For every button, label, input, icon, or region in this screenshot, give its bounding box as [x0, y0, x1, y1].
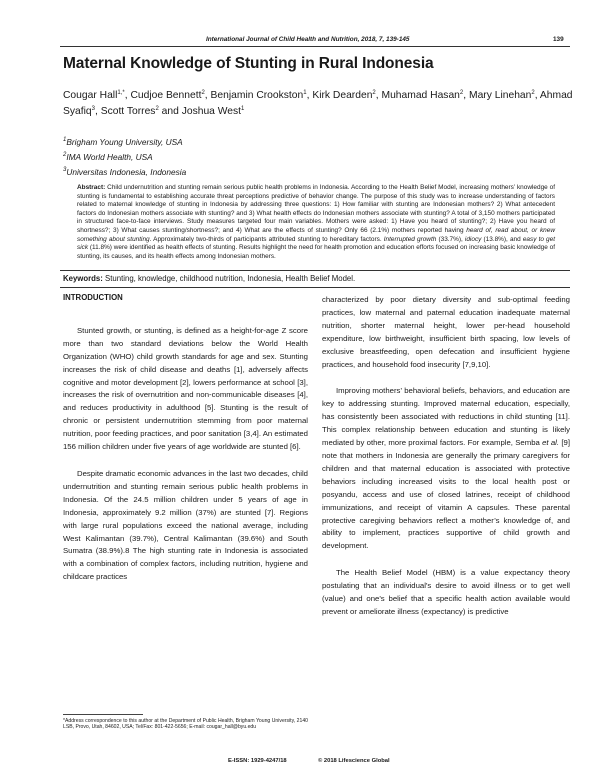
footnote-rule	[63, 714, 143, 715]
article-title: Maternal Knowledge of Stunting in Rural Indonesia	[63, 55, 434, 72]
keywords-rule	[60, 287, 570, 288]
author: Cudjoe Bennett$^2$	[130, 90, 205, 101]
paragraph: Stunted growth, or stunting, is defined as a height-for-age Z score more than two standard deviations below the World Health Organization (WHO) child growth standards for age and sex. Stunting increases the risk of child disease and deaths [1], adversely affects cognitive and motor development [2], lowers performance at school [3], increases the risk of overnutrition and non-communicable diseases [4], and reduces productivity in adulthood [5]. Stunting is the result of chronic or persistent undernutrition stemming from poor maternal nutrition, poor feeding practices, and poor sanitation [3,4]. An estimated 156 million children under five years of age worldwide are stunted [6].	[63, 325, 308, 452]
author: Ahmad Syafiq$^3$	[63, 90, 573, 117]
affiliation: $^2$IMA World Health, USA	[63, 152, 153, 162]
author: Kirk Dearden$^2$	[312, 90, 376, 101]
left-column	[63, 292, 308, 598]
abstract-rule	[60, 270, 570, 271]
author: Muhamad Hasan$^2$	[381, 90, 464, 101]
abstract: Abstract: Child undernutrition and stunting remain serious public health problems in Indonesia. According to the Health Belief Model, increasing mothers’ knowledge of stunting is fundamental to establishing accurate threat perceptions predictive of behavior change. The purpose of this study was to increase understanding of factors related to maternal knowledge of stunting in Indonesia by addressing three questions: 1) How familiar with stunting are Indonesian mothers? 2) What antecedent factors do Indonesian mothers associate with stunting? and 3) What health effects do Indonesian mothers associate with stunting? A total of 3,150 mothers participated in structured face-to-face interviews. Study measures targeted four main variables. Mothers were asked: 1) Have you heard of stunting?; 2) Have you heard of shortness?; 3) What causes stunting/shortness?; and 4) What are the effects of stunting? Only 66 (2.1%) mothers reported having heard of, read about, or knew something about stunting. Approximately two-thirds of participants attributed stunting to hereditary factors. Interrupted growth (33.7%), idiocy (13.8%), and easy to get sick (11.8%) were identified as health effects of stunting. Results highlight the need for health promotion and education efforts focused on increasing basic knowledge of stunting, its causes, and its health effects among Indonesian mothers.	[77, 184, 556, 260]
paragraph: The Health Belief Model (HBM) is a value expectancy theory postulating that an individual's desire to avoid illness or to get well (value) and one's belief that a specific health action available would prevent or ameliorate illness (expectancy) is predictive	[322, 568, 570, 616]
keywords: Keywords: Stunting, knowledge, childhood nutrition, Indonesia, Health Belief Model.	[63, 274, 356, 283]
affiliation: $^1$Brigham Young University, USA	[63, 137, 183, 147]
paragraph: Improving mothers’ behavioral beliefs, behaviors, and education are key to addressing stunting. Improved maternal education, especially, has consistently been associated with reductions in child stunting [11]. This complex relationship between education and stunting is likely mediated by other, more proximal factors. For example, Semba et al. [9] note that mothers in Indonesia are generally the primary caregivers for children and that maternal education is associated with protective behaviors including increased visits to the local health post or posyandu, access and use of closed latrines, receipt of childhood immunizations, and receipt of vitamin A capsules. These parental protective caregiving behaviors reflect a mother’s knowledge of, and ability to implement, practices supportive of child growth and development.	[322, 386, 570, 551]
issn: E-ISSN: 1929-4247/18	[228, 758, 287, 764]
right-column	[322, 294, 570, 633]
header-rule	[60, 46, 570, 47]
journal-header: International Journal of Child Health and Nutrition, 2018, 7, 139-145	[206, 36, 410, 43]
author: Cougar Hall$^{1,*}$	[63, 90, 125, 101]
author: Scott Torres$^2$	[100, 106, 159, 117]
author-list: Cougar Hall$^{1,*}$, Cudjoe Bennett$^2$, Benjamin Crookston$^1$, Kirk Dearden$^2$, Muhamad Hasan$^2$, Mary Linehan$^2$, Ahmad Syafiq$^3$, Scott Torres$^2$ and Joshua West$^1$	[63, 90, 573, 117]
affiliation: $^3$Universitas Indonesia, Indonesia	[63, 167, 187, 177]
page-number: 139	[553, 36, 564, 43]
correspondence-footnote: *Address correspondence to this author at the Department of Public Health, Brigham Young University, 2140 LSB, Provo, Utah, 84602, USA; Tel/Fax: 801-422-5656; E-mail: cougar_hall@byu.edu	[63, 718, 308, 731]
section-heading: INTRODUCTION	[63, 293, 123, 302]
author: Joshua West$^1$	[181, 106, 245, 117]
paragraph: characterized by poor dietary diversity and sub-optimal feeding practices, low maternal and paternal education inadequate maternal nutrition, shorter maternal height, lower per-head household expenditure, low birthweight, insufficient birth spacing, low levels of exclusive breastfeeding, open defecation and insufficient hygiene practices, and household food insecurity [7,9,10].	[322, 295, 570, 369]
paragraph: Despite dramatic economic advances in the last two decades, child undernutrition and stunting remain serious public health problems in Indonesia. Of the 24.5 million children under 5 years of age in Indonesia, approximately 9.2 million (37%) are stunted [7]. Regions with large rural populations exceed the national average, including West Kalimantan (39.7%), Central Kalimantan (39.6%) and South Sumatra (38.9%).8 The high stunting rate in Indonesia is associated with a combination of complex factors, including nutrition, hygiene and childcare practices	[63, 468, 308, 582]
author: Benjamin Crookston$^1$	[210, 90, 307, 101]
author: Mary Linehan$^2$	[469, 90, 535, 101]
copyright: © 2018 Lifescience Global	[318, 758, 390, 764]
